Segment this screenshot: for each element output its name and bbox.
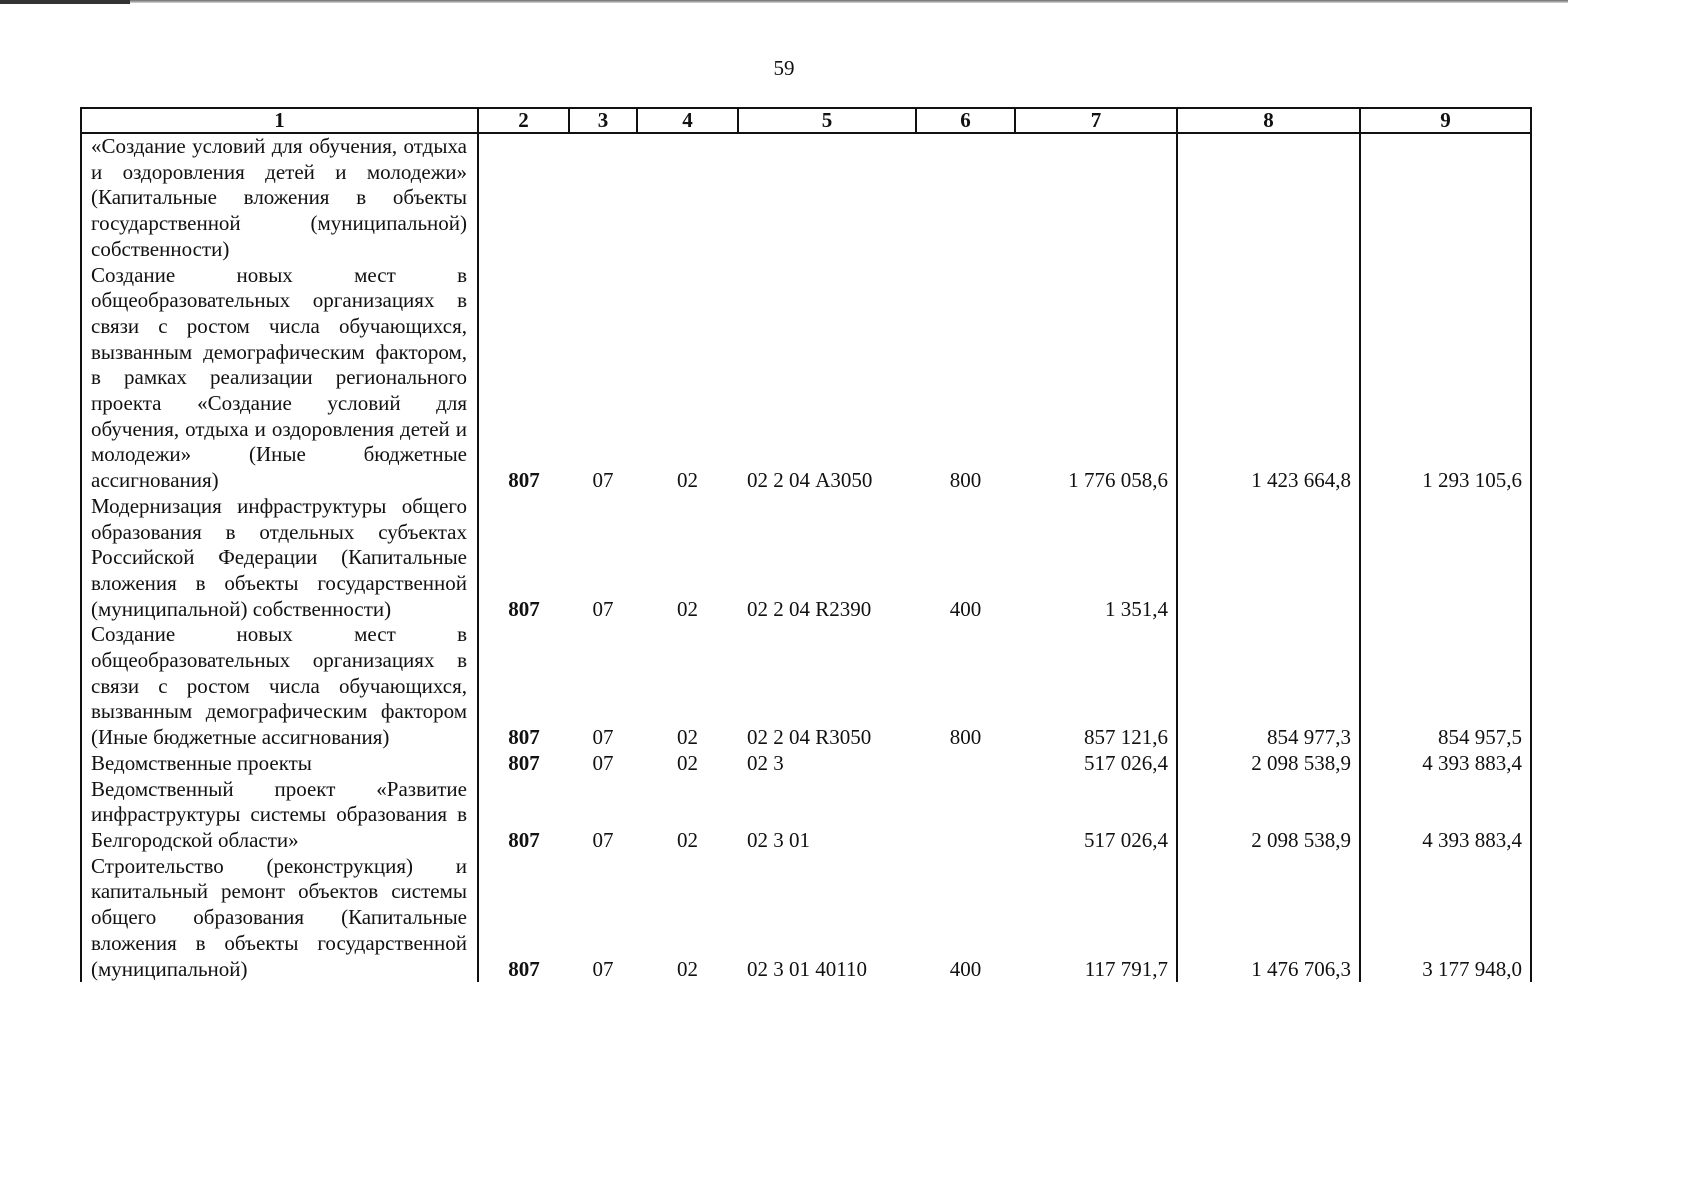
cell-amount-col8: 1 476 706,3 [1177,854,1360,983]
cell-ministry-code: 807 [478,494,569,623]
column-header-1: 1 [81,108,478,133]
cell-amount-col9: 854 957,5 [1360,622,1531,751]
cell-subsection: 02 [677,468,698,493]
cell-expense-type: 400 [949,596,982,621]
cell-amount-col8 [1177,494,1360,623]
cell-ministry-code: 807 [478,751,569,777]
cell-expense-type [916,133,1015,263]
cell-subsection: 02 [677,827,698,852]
cell-amount-col9: 4 393 883,4 [1360,777,1531,854]
cell-amount-col8: 2 098 538,9 [1177,751,1360,777]
cell-amount-col8: 1 423 664,8 [1177,263,1360,494]
cell-subsection: 02 [677,725,698,750]
page-number: 59 [773,56,795,80]
table-row [81,854,1531,983]
cell-amount-col7: 857 121,6 [1015,622,1177,751]
cell-target-article: 02 3 [747,750,784,775]
cell-amount-col7: 517 026,4 [1015,751,1177,777]
column-header-4: 4 [637,108,738,133]
budget-table [80,107,1532,982]
cell-expense-type [916,777,1015,854]
column-header-6: 6 [916,108,1015,133]
cell-section: 07 [592,827,614,852]
cell-amount-col9 [1360,133,1531,263]
cell-amount-col7: 1 776 058,6 [1015,263,1177,494]
cell-amount-col8: 854 977,3 [1177,622,1360,751]
cell-amount-col7 [1015,133,1177,263]
cell-amount-col9: 3 177 948,0 [1360,854,1531,983]
cell-subsection: 02 [677,750,698,775]
cell-expense-type: 400 [949,956,982,981]
cell-section: 07 [592,468,614,493]
cell-expense-type: 800 [949,725,982,750]
cell-section [569,133,637,263]
column-header-5: 5 [738,108,916,133]
cell-section: 07 [592,956,614,981]
cell-section: 07 [592,596,614,621]
scan-corner-mark [0,0,130,4]
cell-amount-col9 [1360,494,1531,623]
cell-ministry-code: 807 [478,622,569,751]
cell-amount-col9: 4 393 883,4 [1360,751,1531,777]
row-name: Строительство (реконструкция) и капитальный ремонт объектов системы общего образования (Капитальные вложения в объекты государственной (муниципальной) [81,854,478,983]
table-row [81,494,1531,623]
cell-amount-col9: 1 293 105,6 [1360,263,1531,494]
cell-amount-col7: 1 351,4 [1015,494,1177,623]
column-header-2: 2 [478,108,569,133]
scan-top-edge [0,0,1568,3]
column-header-8: 8 [1177,108,1360,133]
cell-ministry-code: 807 [478,777,569,854]
cell-subsection: 02 [677,956,698,981]
cell-subsection [637,133,738,263]
table-row [81,263,1531,494]
row-name: «Создание условий для обучения, отдыха и оздоровления детей и молодежи» (Капитальные вложения в объекты государственной (муниципальной) собственности) [81,133,478,263]
column-header-3: 3 [569,108,637,133]
table-row [81,751,1531,777]
cell-target-article: 02 2 04 А3050 [747,468,873,493]
cell-ministry-code: 807 [478,854,569,983]
cell-ministry-code: 807 [478,263,569,494]
column-header-9: 9 [1360,108,1531,133]
cell-ministry-code [478,133,569,263]
cell-section: 07 [592,750,614,775]
cell-target-article: 02 2 04 R2390 [747,596,872,621]
row-name: Создание новых мест в общеобразовательных организациях в связи с ростом числа обучающихся, вызванным демографическим фактором (Иные бюджетные ассигнования) [81,622,478,751]
column-header-7: 7 [1015,108,1177,133]
cell-amount-col8 [1177,133,1360,263]
row-name: Ведомственный проект «Развитие инфраструктуры системы образования в Белгородской области» [81,777,478,854]
cell-expense-type [916,751,1015,777]
cell-amount-col7: 517 026,4 [1015,777,1177,854]
cell-subsection: 02 [677,596,698,621]
cell-amount-col8: 2 098 538,9 [1177,777,1360,854]
cell-target-article: 02 3 01 [747,827,810,852]
cell-target-article: 02 3 01 40110 [747,956,867,981]
cell-expense-type: 800 [949,468,982,493]
cell-amount-col7: 117 791,7 [1015,854,1177,983]
row-name: Создание новых мест в общеобразовательных организациях в связи с ростом числа обучающихся, вызванным демографическим фактором, в рамках реализации регионального проекта «Создание условий для обучения, отдыха и оздоровления детей и молодежи» (Иные бюджетные ассигнования) [81,263,478,494]
row-name: Модернизация инфраструктуры общего образования в отдельных субъектах Российской Федерации (Капитальные вложения в объекты государственной (муниципальной) собственности) [81,494,478,623]
table-row [81,622,1531,751]
cell-target-article: 02 2 04 R3050 [747,725,872,750]
table-row [81,133,1531,263]
column-number-row [81,108,1531,133]
cell-section: 07 [592,725,614,750]
cell-target-article [738,133,916,263]
row-name: Ведомственные проекты [81,751,478,777]
table-row [81,777,1531,854]
